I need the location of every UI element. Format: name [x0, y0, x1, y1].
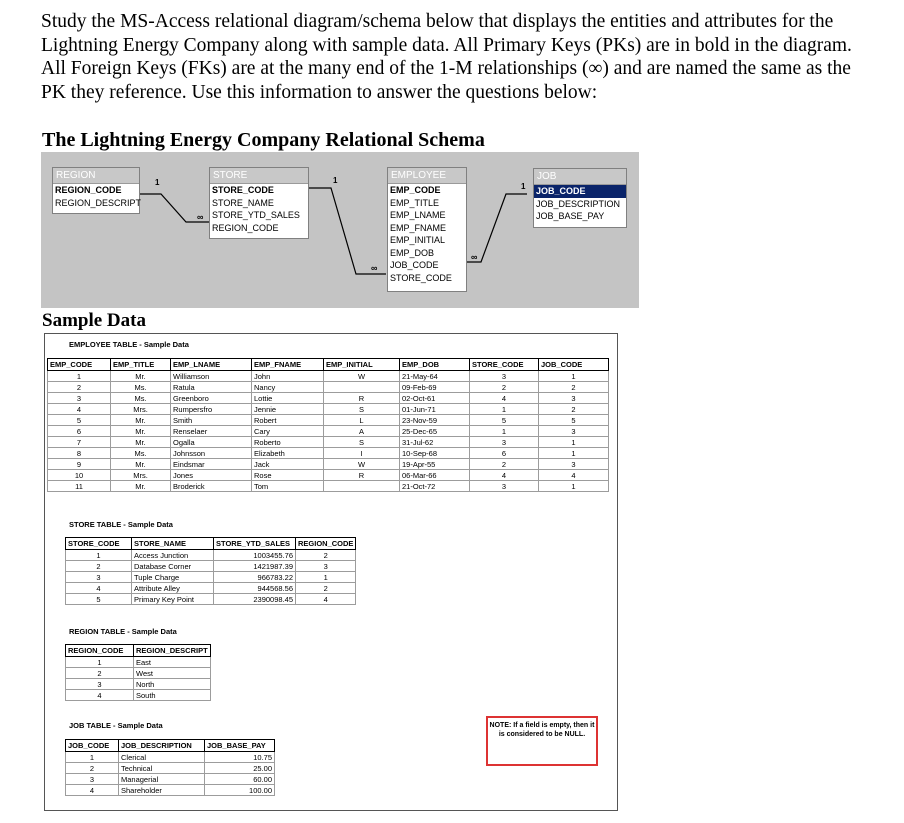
- entity-region[interactable]: [52, 167, 140, 214]
- table-cell: 1: [470, 404, 539, 415]
- table-row: [66, 550, 356, 561]
- entity-field: REGION_CODE: [55, 185, 122, 195]
- column-header: STORE_NAME: [132, 538, 214, 550]
- entity-store[interactable]: [209, 167, 309, 239]
- table-cell: Rose: [252, 470, 324, 481]
- table-row: [66, 752, 275, 763]
- column-header: JOB_BASE_PAY: [205, 740, 275, 752]
- store-table: [65, 537, 356, 605]
- table-cell: Database Corner: [132, 561, 214, 572]
- table-cell: Access Junction: [132, 550, 214, 561]
- region-table: [65, 644, 211, 701]
- column-header: REGION_CODE: [66, 645, 134, 657]
- table-row: [48, 415, 609, 426]
- table-row: [66, 679, 211, 690]
- table-cell: Elizabeth: [252, 448, 324, 459]
- column-header: STORE_CODE: [470, 359, 539, 371]
- table-cell: 4: [66, 690, 134, 701]
- table-row: [66, 572, 356, 583]
- table-cell: 100.00: [205, 785, 275, 796]
- table-cell: 06-Mar-66: [400, 470, 470, 481]
- table-cell: 3: [66, 572, 132, 583]
- entity-field: EMP_CODE: [390, 185, 441, 195]
- table-cell: 3: [470, 371, 539, 382]
- table-row: [48, 371, 609, 382]
- table-cell: 1: [539, 481, 609, 492]
- many-marker: ∞: [197, 212, 204, 222]
- table-cell: 31-Jul-62: [400, 437, 470, 448]
- table-cell: Mr.: [111, 459, 171, 470]
- sample-data-title: Sample Data: [42, 310, 146, 331]
- table-cell: Ms.: [111, 448, 171, 459]
- column-header: REGION_DESCRIPT: [134, 645, 211, 657]
- one-marker: 1: [333, 176, 338, 185]
- table-row: [48, 481, 609, 492]
- table-cell: North: [134, 679, 211, 690]
- region-table-body: [66, 657, 211, 701]
- table-cell: Rumpersfro: [171, 404, 252, 415]
- entity-field: JOB_DESCRIPTION: [536, 198, 621, 209]
- table-cell: 5: [470, 415, 539, 426]
- table-cell: S: [324, 437, 400, 448]
- column-header: STORE_YTD_SALES: [214, 538, 296, 550]
- table-cell: Shareholder: [119, 785, 205, 796]
- entity-field: STORE_CODE: [390, 272, 452, 283]
- table-cell: Greenboro: [171, 393, 252, 404]
- table-row: [66, 583, 356, 594]
- column-header: EMP_CODE: [48, 359, 111, 371]
- relational-schema-diagram: [41, 152, 639, 308]
- column-header: EMP_DOB: [400, 359, 470, 371]
- column-header: EMP_LNAME: [171, 359, 252, 371]
- intro-paragraph: Study the MS-Access relational diagram/schema below that displays the entities and attributes for the Lightning Energy Company along with sample data. All Primary Keys (PKs) are in bold in the diagram. All Foreign Keys (FKs) are at the many end of the 1-M relationships (∞) and are named the same as the PK they reference. Use this information to answer the questions below:: [41, 11, 852, 103]
- table-cell: West: [134, 668, 211, 679]
- table-cell: 19-Apr-55: [400, 459, 470, 470]
- table-cell: 1: [296, 572, 356, 583]
- table-cell: [324, 481, 400, 492]
- table-cell: 3: [66, 679, 134, 690]
- table-cell: Smith: [171, 415, 252, 426]
- table-cell: Cary: [252, 426, 324, 437]
- table-cell: Mr.: [111, 371, 171, 382]
- column-header: REGION_CODE: [296, 538, 356, 550]
- one-marker: 1: [155, 178, 160, 187]
- store-table-body: [66, 550, 356, 605]
- job-table-caption: JOB TABLE - Sample Data: [69, 721, 163, 730]
- entity-job[interactable]: [533, 168, 627, 228]
- table-cell: 3: [539, 393, 609, 404]
- column-header: EMP_INITIAL: [324, 359, 400, 371]
- table-row: [66, 763, 275, 774]
- table-row: [48, 470, 609, 481]
- column-header: JOB_CODE: [66, 740, 119, 752]
- table-cell: 1: [539, 371, 609, 382]
- table-cell: 1: [539, 448, 609, 459]
- employee-table: [47, 358, 609, 492]
- table-row: [48, 393, 609, 404]
- table-cell: 4: [470, 393, 539, 404]
- table-cell: 2: [296, 550, 356, 561]
- table-cell: South: [134, 690, 211, 701]
- table-cell: 966783.22: [214, 572, 296, 583]
- entity-title: STORE: [210, 168, 308, 184]
- table-cell: 10-Sep-68: [400, 448, 470, 459]
- table-cell: 4: [66, 583, 132, 594]
- table-cell: I: [324, 448, 400, 459]
- entity-field: STORE_NAME: [212, 197, 274, 208]
- many-marker: ∞: [471, 252, 478, 262]
- table-row: [66, 774, 275, 785]
- table-cell: L: [324, 415, 400, 426]
- table-cell: W: [324, 459, 400, 470]
- table-cell: 3: [470, 481, 539, 492]
- one-marker: 1: [521, 182, 526, 191]
- entity-field: REGION_CODE: [212, 222, 279, 233]
- table-cell: Nancy: [252, 382, 324, 393]
- table-cell: Primary Key Point: [132, 594, 214, 605]
- entity-title: EMPLOYEE: [388, 168, 466, 184]
- table-cell: 21-May-64: [400, 371, 470, 382]
- job-table-body: [66, 752, 275, 796]
- table-cell: 4: [48, 404, 111, 415]
- column-header: JOB_CODE: [539, 359, 609, 371]
- region-table-caption: REGION TABLE - Sample Data: [69, 627, 177, 636]
- table-cell: 1: [66, 657, 134, 668]
- table-cell: 09-Feb-69: [400, 382, 470, 393]
- table-cell: 1: [539, 437, 609, 448]
- table-cell: 9: [48, 459, 111, 470]
- table-cell: 4: [470, 470, 539, 481]
- table-row: [66, 690, 211, 701]
- table-cell: Lottie: [252, 393, 324, 404]
- table-cell: 2: [48, 382, 111, 393]
- table-cell: 4: [296, 594, 356, 605]
- table-cell: Clerical: [119, 752, 205, 763]
- table-cell: 2: [66, 763, 119, 774]
- table-cell: 3: [66, 774, 119, 785]
- column-header: EMP_TITLE: [111, 359, 171, 371]
- table-cell: 25.00: [205, 763, 275, 774]
- schema-title: The Lightning Energy Company Relational Schema: [42, 129, 485, 151]
- table-cell: 21-Oct-72: [400, 481, 470, 492]
- table-cell: A: [324, 426, 400, 437]
- many-marker: ∞: [371, 263, 378, 273]
- table-row: [66, 785, 275, 796]
- table-cell: 5: [539, 415, 609, 426]
- entity-employee[interactable]: [387, 167, 467, 292]
- table-cell: R: [324, 393, 400, 404]
- table-cell: 3: [48, 393, 111, 404]
- table-row: [48, 426, 609, 437]
- table-cell: East: [134, 657, 211, 668]
- entity-field: EMP_FNAME: [390, 222, 447, 233]
- table-cell: John: [252, 371, 324, 382]
- table-cell: 10: [48, 470, 111, 481]
- entity-field: EMP_TITLE: [390, 197, 440, 208]
- table-cell: 1421987.39: [214, 561, 296, 572]
- table-cell: 2: [66, 668, 134, 679]
- table-cell: Managerial: [119, 774, 205, 785]
- entity-title: JOB: [534, 169, 626, 185]
- table-cell: 01-Jun-71: [400, 404, 470, 415]
- table-cell: 02-Oct-61: [400, 393, 470, 404]
- column-header: JOB_DESCRIPTION: [119, 740, 205, 752]
- table-cell: 3: [470, 437, 539, 448]
- table-cell: Broderick: [171, 481, 252, 492]
- column-header: STORE_CODE: [66, 538, 132, 550]
- table-cell: Mr.: [111, 437, 171, 448]
- table-cell: S: [324, 404, 400, 415]
- table-cell: 1: [470, 426, 539, 437]
- entity-field: STORE_CODE: [212, 185, 274, 195]
- table-cell: 2: [470, 459, 539, 470]
- table-cell: Roberto: [252, 437, 324, 448]
- entity-field: EMP_INITIAL: [390, 235, 446, 245]
- table-cell: Ratula: [171, 382, 252, 393]
- table-cell: 23-Nov-59: [400, 415, 470, 426]
- entity-field: EMP_DOB: [390, 247, 435, 258]
- table-cell: Ms.: [111, 382, 171, 393]
- column-header: EMP_FNAME: [252, 359, 324, 371]
- table-cell: Mr.: [111, 426, 171, 437]
- entity-title: REGION: [53, 168, 139, 184]
- table-cell: Robert: [252, 415, 324, 426]
- table-cell: 2: [66, 561, 132, 572]
- store-table-caption: STORE TABLE - Sample Data: [69, 520, 173, 529]
- table-cell: Ogalla: [171, 437, 252, 448]
- entity-field: JOB_BASE_PAY: [536, 211, 605, 221]
- table-cell: Mrs.: [111, 404, 171, 415]
- table-cell: 944568.56: [214, 583, 296, 594]
- table-cell: 8: [48, 448, 111, 459]
- table-cell: 4: [66, 785, 119, 796]
- table-cell: Ms.: [111, 393, 171, 404]
- table-row: [48, 448, 609, 459]
- table-cell: 6: [470, 448, 539, 459]
- table-cell: Tuple Charge: [132, 572, 214, 583]
- table-cell: 3: [539, 426, 609, 437]
- table-cell: 2: [539, 404, 609, 415]
- table-cell: Williamson: [171, 371, 252, 382]
- table-row: [66, 657, 211, 668]
- table-cell: 6: [48, 426, 111, 437]
- job-table: [65, 739, 275, 796]
- table-cell: 10.75: [205, 752, 275, 763]
- table-cell: 2: [470, 382, 539, 393]
- table-row: [48, 404, 609, 415]
- table-cell: 1: [66, 752, 119, 763]
- entity-field: STORE_YTD_SALES: [212, 210, 300, 220]
- table-cell: 3: [539, 459, 609, 470]
- table-cell: Mrs.: [111, 470, 171, 481]
- employee-table-body: [48, 371, 609, 492]
- table-row: [66, 668, 211, 679]
- table-cell: 5: [48, 415, 111, 426]
- table-cell: Jones: [171, 470, 252, 481]
- table-cell: Attribute Alley: [132, 583, 214, 594]
- table-row: [48, 459, 609, 470]
- table-row: [66, 561, 356, 572]
- null-note: NOTE: If a field is empty, then it is considered to be NULL.: [486, 716, 598, 766]
- table-cell: 3: [296, 561, 356, 572]
- table-cell: 25-Dec-65: [400, 426, 470, 437]
- table-cell: Renselaer: [171, 426, 252, 437]
- table-cell: 2: [296, 583, 356, 594]
- table-cell: Johnsson: [171, 448, 252, 459]
- table-cell: 2390098.45: [214, 594, 296, 605]
- table-cell: 1003455.76: [214, 550, 296, 561]
- entity-field: EMP_LNAME: [390, 210, 446, 220]
- table-cell: 4: [539, 470, 609, 481]
- table-cell: 1: [48, 371, 111, 382]
- table-cell: Mr.: [111, 481, 171, 492]
- table-cell: 2: [539, 382, 609, 393]
- table-cell: 1: [66, 550, 132, 561]
- table-cell: Mr.: [111, 415, 171, 426]
- table-cell: Eindsmar: [171, 459, 252, 470]
- table-row: [48, 382, 609, 393]
- table-cell: R: [324, 470, 400, 481]
- entity-field: JOB_CODE: [534, 185, 626, 198]
- table-cell: [324, 382, 400, 393]
- entity-field: JOB_CODE: [390, 260, 439, 270]
- table-cell: Jennie: [252, 404, 324, 415]
- table-cell: W: [324, 371, 400, 382]
- entity-field: REGION_DESCRIPT: [55, 197, 142, 208]
- table-cell: Technical: [119, 763, 205, 774]
- table-cell: 60.00: [205, 774, 275, 785]
- table-cell: Tom: [252, 481, 324, 492]
- table-row: [48, 437, 609, 448]
- table-cell: Jack: [252, 459, 324, 470]
- table-cell: 5: [66, 594, 132, 605]
- employee-table-caption: EMPLOYEE TABLE - Sample Data: [69, 340, 189, 349]
- table-row: [66, 594, 356, 605]
- table-cell: 11: [48, 481, 111, 492]
- table-cell: 7: [48, 437, 111, 448]
